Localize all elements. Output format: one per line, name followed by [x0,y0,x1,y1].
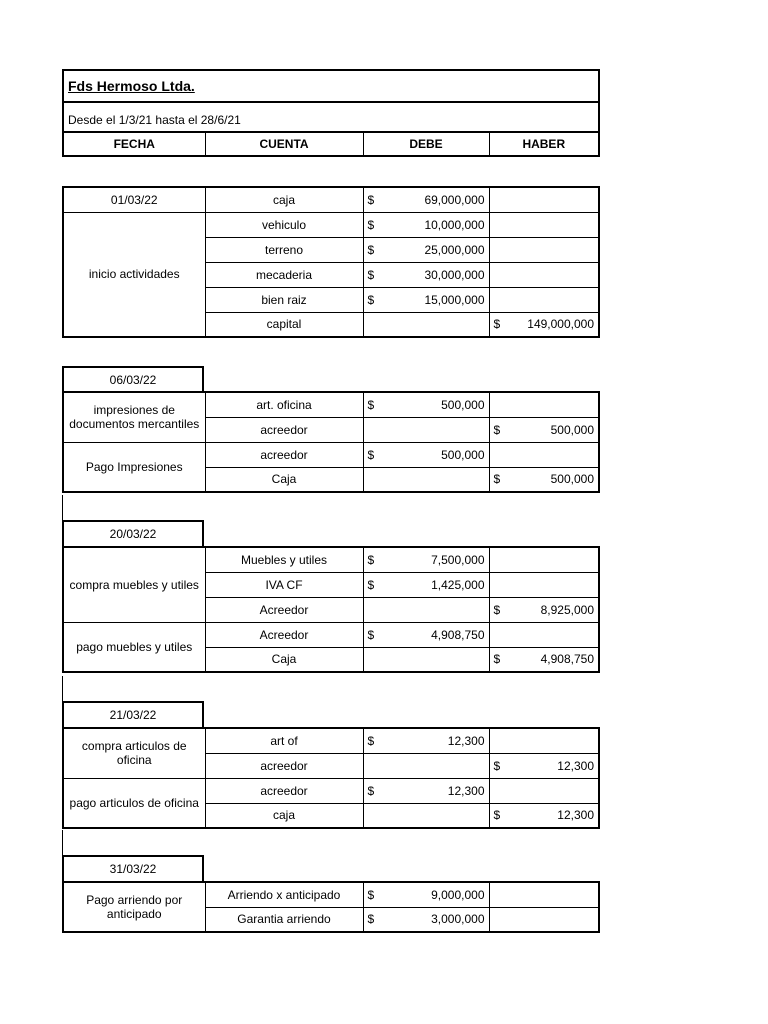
currency-symbol: $ [367,733,375,748]
account-cell: caja [205,187,363,212]
debe-amount: 69,000,000 [424,192,485,207]
currency-symbol: $ [493,652,501,667]
currency-symbol: $ [367,577,375,592]
haber-amount: 12,300 [557,808,594,823]
haber-cell [489,803,599,828]
haber-amount: 4,908,750 [540,652,594,667]
haber-cell [489,647,599,672]
account-cell: acreedor [205,778,363,803]
haber-cell [489,622,599,647]
debe-amount: 9,000,000 [431,887,485,902]
entry-date: 20/03/22 [109,527,157,541]
account-cell: Acreedor [205,597,363,622]
entry-description: inicio actividades [63,212,205,337]
account-cell: bien raiz [205,287,363,312]
haber-amount: 149,000,000 [527,317,594,332]
debe-amount: 4,908,750 [431,627,485,642]
gap-border [62,676,63,702]
currency-symbol: $ [367,397,375,412]
currency-symbol: $ [367,292,375,307]
debe-cell [363,728,489,753]
debe-cell [363,237,489,262]
account-cell: terreno [205,237,363,262]
account-cell: vehiculo [205,212,363,237]
debe-cell [363,907,489,932]
account-cell: acreedor [205,442,363,467]
entry-date-box [62,366,204,392]
entry-description: impresiones de documentos mercantiles [63,392,205,442]
haber-cell [489,212,599,237]
journal-entry [62,391,600,493]
debe-amount: 12,300 [447,783,485,798]
account-cell: art. oficina [205,392,363,417]
haber-cell [489,312,599,337]
debe-cell [363,287,489,312]
account-cell: Caja [205,647,363,672]
account-cell: Arriendo x anticipado [205,882,363,907]
entry-description: Pago arriendo por anticipado [63,882,205,932]
gap-border [62,830,63,856]
entry-date: 21/03/22 [109,708,157,722]
haber-cell [489,417,599,442]
currency-symbol: $ [367,242,375,257]
entry-date-box [62,855,204,881]
debe-cell [363,882,489,907]
debe-cell [363,547,489,572]
currency-symbol: $ [367,217,375,232]
date-range: Desde el 1/3/21 hasta el 28/6/21 [63,102,599,132]
currency-symbol: $ [367,267,375,282]
entry-date-box [62,520,204,546]
debe-amount: 10,000,000 [424,217,485,232]
haber-cell [489,728,599,753]
entry-description: pago articulos de oficina [63,778,205,828]
col-fecha: FECHA [63,132,205,156]
debe-amount: 15,000,000 [424,292,485,307]
debe-cell [363,597,489,622]
debe-cell [363,647,489,672]
debe-cell [363,187,489,212]
entry-date: 31/03/22 [109,862,157,876]
account-cell: Garantia arriendo [205,907,363,932]
account-cell: art of [205,728,363,753]
debe-cell [363,442,489,467]
haber-cell [489,392,599,417]
debe-cell [363,622,489,647]
journal-entry [62,881,600,933]
debe-cell [363,312,489,337]
entry-description: Pago Impresiones [63,442,205,492]
debe-amount: 7,500,000 [431,552,485,567]
entry-date: 01/03/22 [63,187,205,212]
haber-cell [489,262,599,287]
haber-cell [489,547,599,572]
account-cell: caja [205,803,363,828]
account-cell: Muebles y utiles [205,547,363,572]
currency-symbol: $ [493,472,501,487]
col-cuenta: CUENTA [205,132,363,156]
entry-date-box [62,701,204,727]
debe-cell [363,212,489,237]
currency-symbol: $ [367,192,375,207]
entry-description: compra articulos de oficina [63,728,205,778]
account-cell: capital [205,312,363,337]
entry-description: compra muebles y utiles [63,547,205,622]
account-cell: Acreedor [205,622,363,647]
account-cell: acreedor [205,753,363,778]
account-cell: IVA CF [205,572,363,597]
debe-cell [363,572,489,597]
currency-symbol: $ [367,447,375,462]
account-cell: mecaderia [205,262,363,287]
debe-amount: 12,300 [447,733,485,748]
haber-amount: 12,300 [557,758,594,773]
haber-cell [489,907,599,932]
debe-amount: 30,000,000 [424,267,485,282]
debe-amount: 25,000,000 [424,242,485,257]
debe-cell [363,753,489,778]
debe-cell [363,262,489,287]
debe-cell [363,417,489,442]
haber-cell [489,778,599,803]
haber-cell [489,753,599,778]
haber-cell [489,882,599,907]
currency-symbol: $ [493,422,501,437]
currency-symbol: $ [367,552,375,567]
haber-amount: 500,000 [550,472,594,487]
haber-cell [489,597,599,622]
col-debe: DEBE [363,132,489,156]
account-cell: acreedor [205,417,363,442]
journal-entry [62,186,600,338]
haber-cell [489,237,599,262]
haber-cell [489,287,599,312]
journal-entry [62,727,600,829]
entry-date: 06/03/22 [109,373,157,387]
debe-cell [363,778,489,803]
haber-cell [489,187,599,212]
haber-amount: 8,925,000 [540,602,594,617]
journal-entry [62,546,600,673]
debe-amount: 3,000,000 [431,912,485,927]
debe-amount: 1,425,000 [431,577,485,592]
debe-cell [363,803,489,828]
currency-symbol: $ [367,887,375,902]
debe-amount: 500,000 [441,397,485,412]
haber-amount: 500,000 [550,422,594,437]
haber-cell [489,467,599,492]
currency-symbol: $ [493,758,501,773]
col-haber: HABER [489,132,599,156]
currency-symbol: $ [493,808,501,823]
currency-symbol: $ [367,912,375,927]
entry-description: pago muebles y utiles [63,622,205,672]
company-name: Fds Hermoso Ltda. [63,70,599,102]
currency-symbol: $ [367,627,375,642]
haber-cell [489,442,599,467]
debe-cell [363,467,489,492]
gap-border [62,495,63,521]
account-cell: Caja [205,467,363,492]
currency-symbol: $ [367,783,375,798]
currency-symbol: $ [493,602,501,617]
debe-cell [363,392,489,417]
haber-cell [489,572,599,597]
debe-amount: 500,000 [441,447,485,462]
journal-header [62,69,600,157]
currency-symbol: $ [493,317,501,332]
